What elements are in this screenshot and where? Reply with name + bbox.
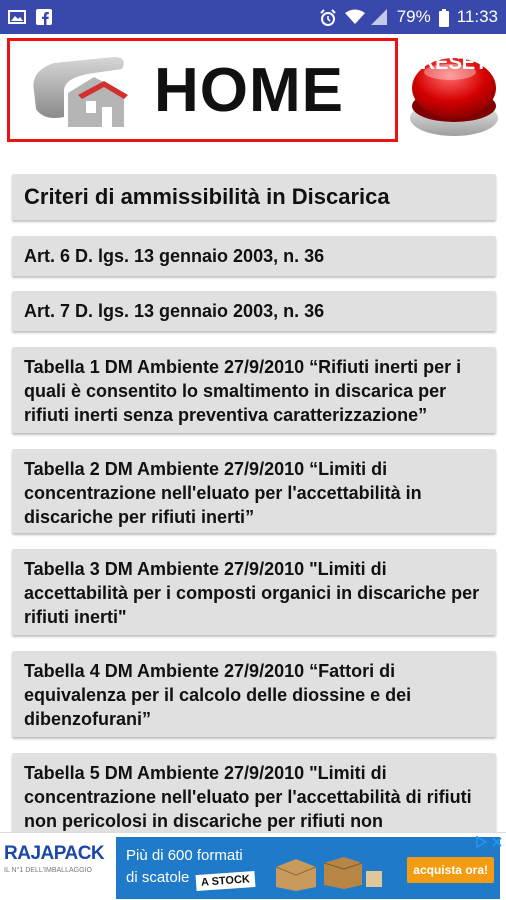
content-list [0,146,506,832]
home-logo-icon [24,51,148,133]
ad-subline: di scatole [126,869,190,886]
list-item[interactable] [12,651,496,737]
list-item-label: Art. 6 D. lgs. 13 gennaio 2003, n. 36 [24,245,325,266]
ad-headline: Più di 600 formati [126,847,243,864]
ad-content[interactable] [116,837,500,899]
battery-percent: 79% [396,7,431,26]
alarm-icon [319,9,337,25]
list-item[interactable] [12,291,496,331]
ad-brand-logo [4,843,112,891]
wifi-icon [345,9,363,25]
facebook-icon [36,9,54,25]
clock: 11:33 [456,7,498,26]
list-item-label: Art. 7 D. lgs. 13 gennaio 2003, n. 36 [24,300,325,321]
ad-brand: RAJAPACK [4,843,105,864]
gallery-icon [8,9,26,25]
list-item[interactable] [12,753,496,832]
ad-tagline: IL N°1 DELL'IMBALLAGGIO [4,867,92,874]
ad-choices[interactable] [474,835,504,851]
list-item-label: Tabella 2 DM Ambiente 27/9/2010 “Limiti di concentrazione nell'eluato per l'accettabilità in discariche per rifiuti inerti” [24,459,422,527]
list-item[interactable] [12,549,496,635]
close-icon[interactable] [490,835,504,849]
list-item[interactable] [12,236,496,276]
ad-info-icon[interactable] [474,835,488,849]
list-item-label: Tabella 4 DM Ambiente 27/9/2010 “Fattori di equivalenza per il calcolo delle diossine e dei dibenzofurani” [24,661,412,729]
signal-icon [371,9,389,25]
reset-button[interactable] [404,38,504,142]
list-item[interactable] [12,449,496,533]
battery-icon [439,9,449,25]
list-item-label: Tabella 5 DM Ambiente 27/9/2010 "Limiti di concentrazione nell'eluato per l'accettabilità di rifiuti non pericolosi in discariche per rifiuti non [24,763,472,831]
ad-cta-button[interactable]: acquista ora! [407,857,494,883]
status-bar [0,0,506,34]
ad-stock-tag: A STOCK [196,871,256,891]
list-item[interactable] [12,347,496,433]
boxes-icon [266,849,386,891]
app-header [0,34,506,146]
reset-label: RESET [420,52,488,74]
ad-banner[interactable] [0,832,506,900]
home-button[interactable] [7,38,398,142]
list-item-title[interactable] [12,174,496,220]
home-label: HOME [154,56,344,125]
list-item-label: Tabella 1 DM Ambiente 27/9/2010 “Rifiuti inerti per i quali è consentito lo smaltimento in discarica per rifiuti inerti senza preventiva caratterizzazione” [24,357,462,425]
list-item-label: Criteri di ammissibilità in Discarica [24,184,390,209]
list-item-label: Tabella 3 DM Ambiente 27/9/2010 "Limiti di accettabilità per i composti organici in discariche per rifiuti inerti" [24,559,480,627]
